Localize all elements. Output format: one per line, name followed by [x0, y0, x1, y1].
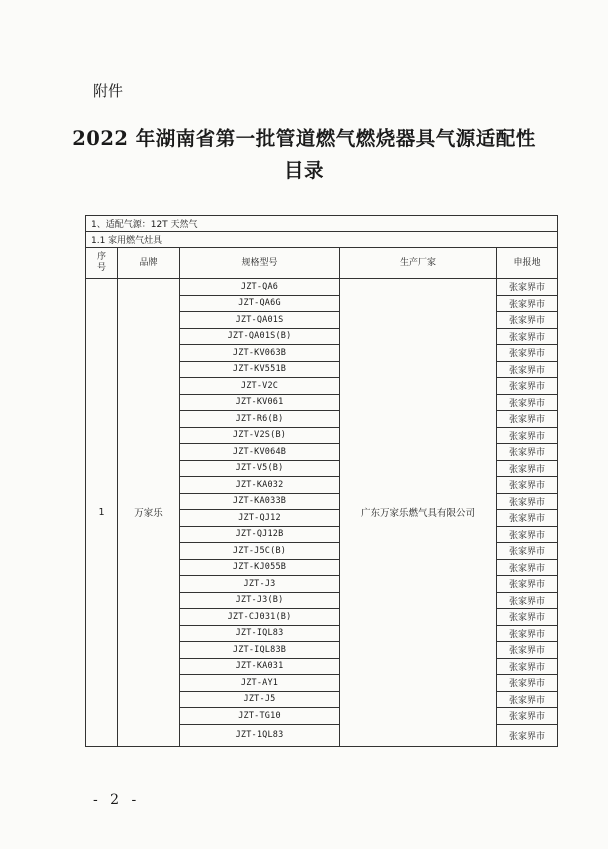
place-cell: 张家界市 [497, 559, 558, 576]
model-cell: JZT-AY1 [180, 675, 340, 692]
place-cell: 张家界市 [497, 576, 558, 593]
page-title-line1: 2022 年湖南省第一批管道燃气燃烧器具气源适配性 [72, 127, 536, 150]
place-cell: 张家界市 [497, 543, 558, 560]
brand-cell: 万家乐 [118, 279, 180, 747]
model-cell: JZT-QA01S [180, 312, 340, 329]
table-row [86, 279, 558, 296]
place-cell: 张家界市 [497, 361, 558, 378]
header-index: 序号 [86, 248, 118, 279]
model-cell: JZT-IQL83 [180, 625, 340, 642]
model-cell: JZT-KV063B [180, 345, 340, 362]
place-cell: 张家界市 [497, 526, 558, 543]
place-cell: 张家界市 [497, 411, 558, 428]
model-cell: JZT-V5(B) [180, 460, 340, 477]
model-cell: JZT-CJ031(B) [180, 609, 340, 626]
page-title-line2: 目录 [283, 159, 324, 182]
subsection-heading: 1.1 家用燃气灶具 [86, 232, 558, 248]
model-cell: JZT-J5C(B) [180, 543, 340, 560]
header-brand: 品牌 [118, 248, 180, 279]
model-cell: JZT-KA032 [180, 477, 340, 494]
place-cell: 张家界市 [497, 460, 558, 477]
model-cell: JZT-KV064B [180, 444, 340, 461]
model-cell: JZT-IQL83B [180, 642, 340, 659]
place-cell: 张家界市 [497, 279, 558, 296]
row-index-cell: 1 [86, 279, 118, 747]
place-cell: 张家界市 [497, 295, 558, 312]
model-cell: JZT-KA031 [180, 658, 340, 675]
place-cell: 张家界市 [497, 708, 558, 725]
page-number: - 2 - [93, 792, 141, 808]
attachment-label: 附件 [93, 82, 124, 100]
model-cell: JZT-R6(B) [180, 411, 340, 428]
place-cell: 张家界市 [497, 592, 558, 609]
model-cell: JZT-V2C [180, 378, 340, 395]
place-cell: 张家界市 [497, 378, 558, 395]
place-cell: 张家界市 [497, 658, 558, 675]
table-header-row [86, 248, 558, 279]
catalog-table [85, 215, 558, 747]
model-cell: JZT-1QL83 [180, 724, 340, 746]
model-cell: JZT-QJ12 [180, 510, 340, 527]
model-cell: JZT-QA01S(B) [180, 328, 340, 345]
place-cell: 张家界市 [497, 510, 558, 527]
place-cell: 张家界市 [497, 691, 558, 708]
section-heading: 1、适配气源：12T 天然气 [86, 216, 558, 232]
place-cell: 张家界市 [497, 724, 558, 746]
model-cell: JZT-J3 [180, 576, 340, 593]
place-cell: 张家界市 [497, 312, 558, 329]
header-model: 规格型号 [180, 248, 340, 279]
header-manufacturer: 生产厂家 [340, 248, 497, 279]
model-cell: JZT-J3(B) [180, 592, 340, 609]
place-cell: 张家界市 [497, 394, 558, 411]
header-place: 申报地 [497, 248, 558, 279]
model-cell: JZT-TG10 [180, 708, 340, 725]
place-cell: 张家界市 [497, 477, 558, 494]
place-cell: 张家界市 [497, 642, 558, 659]
model-cell: JZT-KA033B [180, 493, 340, 510]
place-cell: 张家界市 [497, 444, 558, 461]
place-cell: 张家界市 [497, 328, 558, 345]
place-cell: 张家界市 [497, 609, 558, 626]
model-cell: JZT-V2S(B) [180, 427, 340, 444]
model-cell: JZT-KV551B [180, 361, 340, 378]
model-cell: JZT-KV061 [180, 394, 340, 411]
manufacturer-cell: 广东万家乐燃气具有限公司 [340, 279, 497, 747]
place-cell: 张家界市 [497, 493, 558, 510]
model-cell: JZT-QA6 [180, 279, 340, 296]
place-cell: 张家界市 [497, 625, 558, 642]
model-cell: JZT-KJ055B [180, 559, 340, 576]
place-cell: 张家界市 [497, 675, 558, 692]
model-cell: JZT-QJ12B [180, 526, 340, 543]
place-cell: 张家界市 [497, 427, 558, 444]
model-cell: JZT-QA6G [180, 295, 340, 312]
place-cell: 张家界市 [497, 345, 558, 362]
model-cell: JZT-J5 [180, 691, 340, 708]
